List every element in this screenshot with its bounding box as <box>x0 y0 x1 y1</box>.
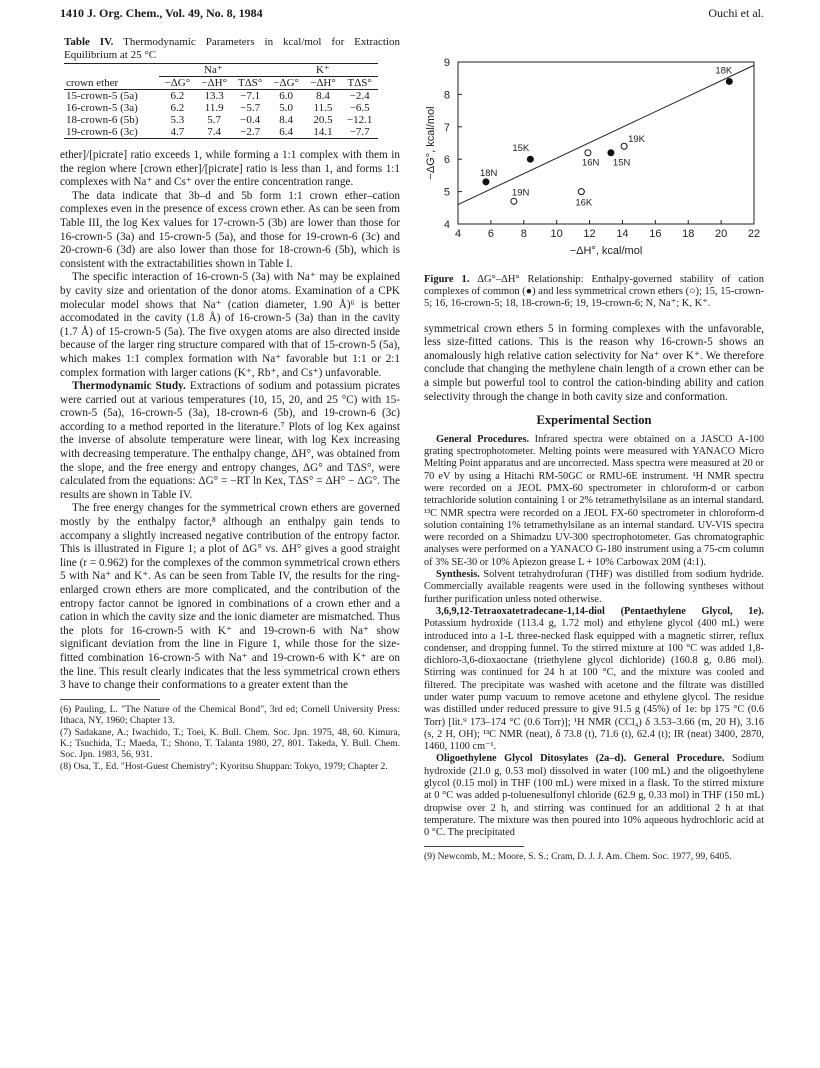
paragraph-text: Solvent tetrahydrofuran (THF) was distilled from sodium hydride. Commercially available reagents were used in the following syntheses without further purification unless noted otherwise. <box>424 569 764 605</box>
thermo-table <box>64 63 378 139</box>
paragraph-text: Potassium hydroxide (113.4 g, 1.72 mol) and ethylene glycol (400 mL) were introduced into a 1-L three-necked flask equipped with a magnetic stirrer, reflux condenser, and dropping funnel. To the stirred mixture at 100 °C was added 1,8-dichloro-3,6-dioxaoctane (triethylene glycol dichloride) (160.8 g, 0.86 mol). Stirring was continued for 24 h at 100 °C, and the mixture was cooled and filtered. The precipitate was washed with acetone and the filtrate was distilled under water pump vacuum to remove acetone and ethylene glycol. The residue was distilled under reduced pressure to give 91.5 g (45%) of 1e: bp 175 °C (0.6 Torr) [lit.⁹ 173–174 °C (0.6 Torr)]; ¹H NMR (CCl₄) δ 3.53–3.66 (m, 20 H), 3.16 (s, 2 H, OH); ¹³C NMR (neat), δ 73.8 (t), 71.6 (t), 62.4 (t); IR (neat) 3400, 2870, 1460, 1100 cm⁻¹. <box>424 618 764 753</box>
cell-value: 5.7 <box>207 114 222 126</box>
y-tick-label: 8 <box>443 89 450 102</box>
table-caption <box>64 36 400 61</box>
paragraph: ether]/[picrate] ratio exceeds 1, while forming a 1:1 complex with them in the region where [crown ether]/[picrate] ratio is less than 1, and forms 1:1 complexes with Na⁺ and Cs⁺ over the entire concentration range. <box>60 149 400 189</box>
cell-value: −5.7 <box>240 102 261 114</box>
cell-value: 4.7 <box>170 126 185 138</box>
paragraph <box>424 434 764 569</box>
data-point <box>511 198 517 204</box>
footnote: (8) Osa, T., Ed. "Host-Guest Chemistry"; Kyoritsu Shuppan: Tokyo, 1979; Chapter 2. <box>60 760 388 772</box>
cell-crown-ether: 15-crown-5 (5a) <box>66 90 138 102</box>
col-header-ts: TΔS° <box>237 77 263 89</box>
cell-value: −12.1 <box>346 114 373 126</box>
figure-label: Figure 1. <box>424 274 470 285</box>
data-point <box>585 150 591 156</box>
y-tick-label: 7 <box>443 121 450 134</box>
paragraph <box>424 606 764 754</box>
cell-value: 6.2 <box>170 90 185 102</box>
x-tick-label: 18 <box>682 228 695 240</box>
y-tick-label: 6 <box>443 154 450 167</box>
footnote: (9) Newcomb, M.; Moore, S. S.; Cram, D. J. J. Am. Chem. Soc. 1977, 99, 6405. <box>424 850 732 862</box>
paragraph: The specific interaction of 16-crown-5 (3a) with Na⁺ may be explained by cavity size and orientation of the donor atoms. Examination of a CPK molecular model shows that Na⁺ (cation diameter, 1.90 Å)⁶ is better accomodated in the cavity (1.8 Å) of 16-crown-5 (3a) than in the cavity (1.7 Å) of 15-crown-5 (5a). The five oxygen atoms are also directed inside because of the larger ring structure compared with that of 15-crown-5 (5a), which makes 1:1 complex formation with Na⁺ favorable but 1:1 or 2:1 complex formation with larger cations (K⁺, Rb⁺, and Cs⁺) unfavorable. <box>60 271 400 379</box>
paragraph-text: Extractions of sodium and potassium picrates were carried out at various temperatures (10, 15, 20, and 25 °C) with 15-crown-5 (5a), 16-crown-5 (3a), 18-crown-6 (5b), and 19-crown-6 (3c) according to a method reported in the literature.⁷ Plots of log Kex against the inverse of absolute temperature were linear, with log Kex increasing with decreasing temperature. The enthalpy change, ΔH°, was obtained from the slope, and the free energy and entropy changes, ΔG° and TΔS°, were calculated from the equations: ΔG° = −RT ln Kex, TΔS° = ΔH° − ΔG°. The results are shown in Table IV. <box>60 380 400 501</box>
figure-caption <box>424 274 764 311</box>
col-header-ts: TΔS° <box>347 77 372 89</box>
run-in-heading: Thermodynamic Study. <box>72 380 186 393</box>
paragraph-text: Infrared spectra were obtained on a JASCO A-100 grating spectrophotometer. Melting points were measured with YANACO Micro Melting Point apparatus and are uncorrected. Mass spectra were measured at 20 or 70 eV by using a Hitachi RM-50GC or RMU-6E instrument. ¹H NMR spectra were recorded on a JEOL PMX-60 spectrometer in chloroform-d or carbon tetrachloride solution containing 1 or 2% tetramethylsilane as an internal standard. ¹³C NMR spectra were recorded on a JEOL FX-60 spectrometer in chloroform-d solution containing 1% tetramethylsilane as an internal standard. UV-VIS spectra were recorded on a Shimadzu UV-300 spectrophotometer. Gas chromatographic analyses were performed on a YANACO G-180 instrument using a 75-cm column of 3% SE-30 or 10% Apiezon grease L + 10% Carbowax 20M (4:1). <box>424 433 764 568</box>
data-point <box>527 156 533 162</box>
x-tick-label: 14 <box>616 228 629 240</box>
cell-value: 8.4 <box>316 90 330 102</box>
group-header-k: K⁺ <box>268 64 378 77</box>
experimental-section <box>424 414 764 839</box>
figure-1 <box>424 54 764 270</box>
data-point <box>726 78 732 84</box>
run-in-heading: General Procedures. <box>436 433 530 445</box>
cell-value: 8.4 <box>279 114 294 126</box>
cell-value: 14.1 <box>313 126 333 138</box>
paragraph: The data indicate that 3b–d and 5b form 1:1 crown ether–cation complexes even in the presence of excess crown ether. As can be seen from Table III, the log Kex values for 17-crown-5 (3b) are lower than those for 16-crown-5 (3a) and 15-crown-5 (5a), and those for 19-crown-6 (3c) and 20-crown-6 (3d) are also lower than those for 18-crown-6 (5b), which is consistent with the extractabilities shown in Table I. <box>60 189 400 270</box>
col-header-dh: −ΔH° <box>201 77 227 89</box>
cell-value: 5.3 <box>170 114 185 126</box>
data-point <box>578 189 584 195</box>
footnote-rule <box>424 846 524 847</box>
x-tick-label: 8 <box>520 228 527 240</box>
cell-value: 11.9 <box>204 102 224 114</box>
right-column <box>424 54 764 863</box>
section-heading: Experimental Section <box>536 413 652 428</box>
cell-crown-ether: 19-crown-6 (3c) <box>66 126 138 138</box>
cell-value: −7.7 <box>349 126 370 138</box>
running-header-right: Ouchi et al. <box>708 6 764 20</box>
table-row <box>64 102 378 114</box>
data-point <box>608 150 614 156</box>
cell-value: −2.7 <box>240 126 261 138</box>
col-header-crown: crown ether <box>66 76 119 89</box>
point-label: 19K <box>628 134 645 146</box>
cell-crown-ether: 18-crown-6 (5b) <box>66 114 139 126</box>
paragraph-thermo <box>60 380 400 502</box>
paragraph <box>424 569 764 606</box>
point-label: 19N <box>511 187 530 199</box>
cell-value: −2.4 <box>349 90 370 102</box>
y-tick-label: 4 <box>443 219 450 231</box>
x-tick-label: 16 <box>649 228 662 240</box>
paragraph <box>424 753 764 839</box>
cell-crown-ether: 16-crown-5 (3a) <box>66 102 138 114</box>
cell-value: 6.4 <box>279 126 294 138</box>
paragraph: The free energy changes for the symmetrical crown ethers are governed mostly by the enthalpy factor,⁸ although an enthalpy gain tends to accompany a slightly increased negative contribution of the entropy factor. This is illustrated in Figure 1; a plot of ΔG° vs. ΔH° gives a good straight line (r = 0.962) for the complexes of the common symmetrical crown ethers 5 with Na⁺ and K⁺. As can be seen from Table IV, the results for the ring-enlarged crown ethers are more complicated, and the contribution of the entropy factor cannot be ignored in combinations of a crown ether and a cation in which the cavity size and the ionic diameter are mismatched. Thus the plots for 16-crown-5 with K⁺ and 19-crown-6 with Na⁺ show significant deviation from the line in Figure 1, while those for the size-fitted combination 16-crown-5 with Na⁺ and 19-crown-6 with K⁺ are on the line. This result clearly indicates that the less symmetrical crown ethers 3 have to change their conformations to a greater extent than the <box>60 502 400 692</box>
data-point <box>483 179 489 185</box>
point-label: 16N <box>581 157 600 169</box>
cell-value: 5.0 <box>279 102 294 114</box>
left-column <box>60 36 400 773</box>
paragraph: symmetrical crown ethers 5 in forming complexes with the unfavorable, less size-fitted cations. This is the reason why 16-crown-5 shows an anomalously high relative cation selectivity for Na⁺ over K⁺. We therefore conclude that changing the methylene chain length of a crown ether can be a simple but powerful tool to control the cation-binding ability and cation selectivity through the change in both cavity size and conformation. <box>424 322 764 403</box>
y-tick-label: 5 <box>443 186 450 199</box>
point-label: 18K <box>715 65 733 77</box>
x-tick-label: 4 <box>454 228 462 240</box>
point-label: 16K <box>575 197 593 209</box>
cell-value: −0.4 <box>240 114 261 126</box>
cell-value: 6.0 <box>279 90 294 102</box>
group-header-na: Na⁺ <box>159 64 268 77</box>
cell-value: 6.2 <box>170 102 185 114</box>
cell-value: −7.1 <box>240 90 261 102</box>
x-axis-label: −ΔH°, kcal/mol <box>569 245 643 257</box>
table-row <box>64 114 378 126</box>
x-tick-label: 6 <box>487 228 494 240</box>
y-axis-label: −ΔG°, kcal/mol <box>425 106 437 180</box>
point-label: 15K <box>512 143 530 155</box>
fit-line <box>458 65 754 204</box>
table-row <box>64 126 378 139</box>
footnote: (6) Pauling, L. "The Nature of the Chemical Bond", 3rd ed; Cornell University Press: Ithaca, NY, 1960; Chapter 13. <box>60 703 400 726</box>
x-tick-label: 22 <box>747 228 761 240</box>
cell-value: 20.5 <box>313 114 333 126</box>
y-tick-label: 9 <box>443 57 450 69</box>
scatter-chart <box>424 54 764 270</box>
paragraph-text: Sodium hydroxide (21.0 g, 0.53 mol) dissolved in water (100 mL) and the oligoethylene glycol (0.15 mol) in THF (100 mL) were mixed in a flask. To the stirred mixture at 0 °C was added p-toluenesulfonyl chloride (62.9 g, 0.33 mol) in THF (150 mL) dropwise over 2 h, and stirring was continued for an additional 2 h at that temperature. The mixture was then poured into 10% aqueous hydrochloric acid at 0 °C. The precipitated <box>424 753 764 839</box>
col-header-dh: −ΔH° <box>310 77 336 89</box>
run-in-heading: Synthesis. <box>436 569 480 581</box>
run-in-heading: 3,6,9,12-Tetraoxatetradecane-1,14-diol (Pentaethylene Glycol, 1e). <box>436 605 764 617</box>
col-header-dg: −ΔG° <box>273 77 299 89</box>
x-tick-label: 20 <box>714 228 728 240</box>
data-point <box>621 143 627 149</box>
table-caption-text: Thermodynamic Parameters in kcal/mol for Extraction Equilibrium at 25 °C <box>64 36 400 61</box>
figure-caption-text: ΔG°–ΔH° Relationship: Enthalpy-governed stability of cation complexes of common (●) and less symmetrical crown ethers (○); 15, 15-crown-5; 16, 16-crown-5; 18, 18-crown-6; 19, 19-crown-6; N, Na⁺; K, K⁺. <box>424 274 764 310</box>
running-header-left: 1410 J. Org. Chem., Vol. 49, No. 8, 1984 <box>60 6 263 20</box>
table-row <box>64 90 378 103</box>
x-tick-label: 10 <box>550 228 563 240</box>
run-in-heading: Oligoethylene Glycol Ditosylates (2a–d). General Procedure. <box>436 753 725 765</box>
footnote-rule <box>60 699 160 700</box>
cell-value: 7.4 <box>207 126 222 138</box>
point-label: 18N <box>479 167 498 179</box>
footnote: (7) Sadakane, A.; Iwachido, T.; Toei, K. Bull. Chem. Soc. Jpn. 1975, 48, 60. Kimura, K.; Tsuchida, T.; Maeda, T.; Shono, T. Talanta 1980, 27, 801. Takeda, Y. Bull. Chem. Soc. Jpn. 1983, 56, 931. <box>60 726 400 760</box>
cell-value: 11.5 <box>313 102 333 114</box>
cell-value: 13.3 <box>204 90 224 102</box>
col-header-dg: −ΔG° <box>164 77 191 89</box>
table-label: Table IV. <box>64 36 114 48</box>
point-label: 15N <box>612 157 631 169</box>
cell-value: −6.5 <box>349 102 370 114</box>
x-tick-label: 12 <box>583 228 596 240</box>
